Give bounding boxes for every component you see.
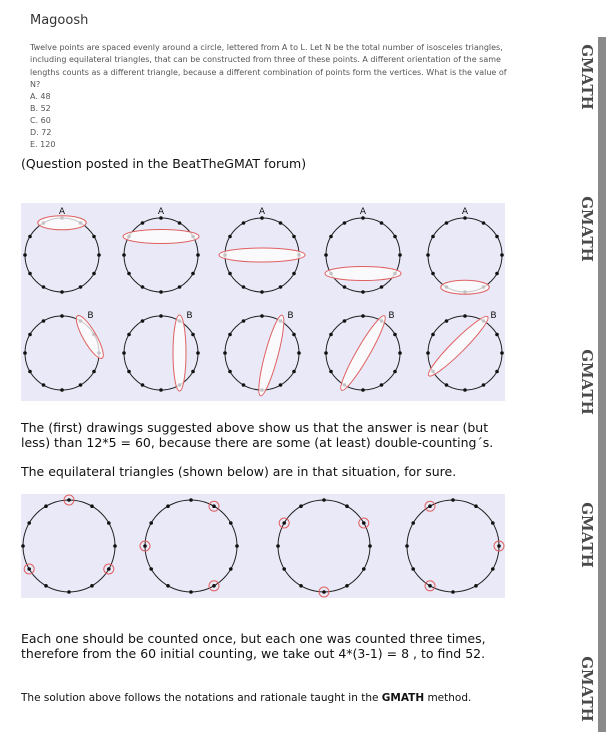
point-dot xyxy=(28,370,32,374)
point-dot xyxy=(44,504,48,508)
footer-prefix: The solution above follows the notations and rationale taught in the xyxy=(21,692,382,704)
vertex-label-B-1: B xyxy=(87,310,94,321)
vertex-label-B-3: B xyxy=(287,310,294,321)
point-dot xyxy=(362,521,366,525)
highlight-ellipse xyxy=(219,248,305,262)
point-dot xyxy=(282,567,286,571)
point-dot xyxy=(495,370,499,374)
point-dot xyxy=(398,351,402,355)
point-dot xyxy=(431,272,435,276)
point-dot xyxy=(90,504,94,508)
point-dot xyxy=(28,272,32,276)
choice-e: E. 120 xyxy=(30,140,56,149)
point-dot xyxy=(292,370,296,374)
choice-d: D. 72 xyxy=(30,128,52,137)
point-dot xyxy=(79,285,83,289)
point-dot xyxy=(191,370,195,374)
circle-bottom-5 xyxy=(428,316,502,390)
point-dot xyxy=(276,544,280,548)
point-dot xyxy=(242,285,246,289)
point-dot xyxy=(297,351,301,355)
highlight-ellipse xyxy=(336,313,390,394)
question-text: Twelve points are spaced evenly around a circle, lettered from A to L. Let N be the total number of isosceles triangles, including equilateral triangles, that can be constructed from three of these points. A different orientation of the same lengths counts as a different triangle, because a different combination of points form the vertices. What is the value of N? xyxy=(30,43,507,89)
point-dot xyxy=(329,333,333,337)
point-dot xyxy=(431,333,435,337)
equilateral-diagram xyxy=(21,494,505,598)
point-dot xyxy=(159,314,163,318)
point-dot xyxy=(189,590,193,594)
point-dot xyxy=(299,504,303,508)
point-dot xyxy=(329,235,333,239)
point-dot xyxy=(292,235,296,239)
point-dot xyxy=(21,544,25,548)
point-dot xyxy=(474,584,478,588)
point-dot xyxy=(463,388,467,392)
vertex-label-A-5: A xyxy=(461,207,469,217)
point-dot xyxy=(260,314,264,318)
point-dot xyxy=(228,370,232,374)
point-dot xyxy=(279,383,283,387)
brand-title: Magoosh xyxy=(30,13,89,28)
point-dot xyxy=(228,333,232,337)
point-dot xyxy=(97,253,101,257)
point-dot xyxy=(368,544,372,548)
point-dot xyxy=(474,504,478,508)
point-dot xyxy=(445,319,449,323)
isosceles-diagram xyxy=(21,203,505,401)
point-dot xyxy=(428,504,432,508)
vertex-label-A-3: A xyxy=(258,207,266,217)
point-dot xyxy=(60,290,64,294)
point-dot xyxy=(28,235,32,239)
vertex-label-A-4: A xyxy=(359,207,367,217)
point-dot xyxy=(122,253,126,257)
point-dot xyxy=(141,383,145,387)
point-dot xyxy=(411,567,415,571)
point-dot xyxy=(166,504,170,508)
point-dot xyxy=(122,351,126,355)
point-dot xyxy=(242,221,246,225)
highlight-ellipse xyxy=(325,267,401,281)
point-dot xyxy=(324,351,328,355)
point-dot xyxy=(411,521,415,525)
point-dot xyxy=(497,544,501,548)
explanation-paragraph-1: The (first) drawings suggested above show us that the answer is near (but less) than 12*5 = 60, because there are some (at least) double-counting´s. xyxy=(21,420,494,450)
circle-eq-3 xyxy=(278,500,370,592)
point-dot xyxy=(79,383,83,387)
circle-eq-4 xyxy=(407,500,499,592)
point-dot xyxy=(445,221,449,225)
point-dot xyxy=(42,383,46,387)
isosceles-figure xyxy=(21,203,505,401)
point-dot xyxy=(405,544,409,548)
source-note: (Question posted in the BeatTheGMAT forum) xyxy=(21,156,307,171)
point-dot xyxy=(191,333,195,337)
highlight-ellipse xyxy=(38,216,86,230)
point-dot xyxy=(143,544,147,548)
explanation-paragraph-3: Each one should be counted once, but each one was counted three times, therefore from the 60 initial counting, we take out 4*(3-1) = 8 , to find 52. xyxy=(21,631,486,661)
point-dot xyxy=(67,498,71,502)
highlight-ellipse xyxy=(424,312,492,380)
point-dot xyxy=(178,285,182,289)
gmath-watermark-4: GMATH xyxy=(578,502,596,568)
point-dot xyxy=(260,290,264,294)
point-dot xyxy=(451,498,455,502)
point-dot xyxy=(495,235,499,239)
point-dot xyxy=(196,351,200,355)
footer-brand: GMATH xyxy=(381,692,425,704)
point-dot xyxy=(292,272,296,276)
point-dot xyxy=(393,333,397,337)
point-dot xyxy=(343,221,347,225)
point-dot xyxy=(212,504,216,508)
point-dot xyxy=(451,590,455,594)
point-dot xyxy=(235,544,239,548)
point-dot xyxy=(445,383,449,387)
choice-b: B. 52 xyxy=(30,104,51,113)
point-dot xyxy=(393,370,397,374)
point-dot xyxy=(44,584,48,588)
point-dot xyxy=(196,253,200,257)
gmath-watermark-5: GMATH xyxy=(578,656,596,722)
point-dot xyxy=(178,221,182,225)
point-dot xyxy=(428,584,432,588)
point-dot xyxy=(92,235,96,239)
point-dot xyxy=(380,221,384,225)
explanation-paragraph-2: The equilateral triangles (shown below) are in that situation, for sure. xyxy=(21,464,457,479)
answer-choices xyxy=(30,91,55,151)
point-dot xyxy=(23,351,27,355)
point-dot xyxy=(393,235,397,239)
gmath-watermark-2: GMATH xyxy=(578,196,596,262)
point-dot xyxy=(67,590,71,594)
footer-note xyxy=(21,692,471,704)
point-dot xyxy=(189,498,193,502)
point-dot xyxy=(431,235,435,239)
highlight-ellipse xyxy=(123,230,199,244)
point-dot xyxy=(361,314,365,318)
point-dot xyxy=(299,584,303,588)
point-dot xyxy=(113,544,117,548)
point-dot xyxy=(279,285,283,289)
gmath-watermark-strip xyxy=(572,37,606,732)
point-dot xyxy=(426,253,430,257)
vertex-label-A-1: A xyxy=(58,207,66,217)
point-dot xyxy=(127,272,131,276)
point-dot xyxy=(107,567,111,571)
point-dot xyxy=(380,285,384,289)
gmath-watermark-3: GMATH xyxy=(578,349,596,415)
point-dot xyxy=(141,221,145,225)
gmath-watermark-1: GMATH xyxy=(578,44,596,110)
point-dot xyxy=(495,333,499,337)
point-dot xyxy=(27,567,31,571)
sidebar-bar xyxy=(598,37,606,732)
point-dot xyxy=(159,388,163,392)
point-dot xyxy=(242,383,246,387)
circle-bottom-2 xyxy=(124,316,198,390)
point-dot xyxy=(279,221,283,225)
highlight-ellipse xyxy=(441,280,489,294)
choice-a: A. 48 xyxy=(30,92,51,101)
point-dot xyxy=(282,521,286,525)
point-dot xyxy=(463,314,467,318)
point-dot xyxy=(482,221,486,225)
point-dot xyxy=(361,388,365,392)
point-dot xyxy=(141,319,145,323)
point-dot xyxy=(380,383,384,387)
point-dot xyxy=(398,253,402,257)
point-dot xyxy=(92,272,96,276)
point-dot xyxy=(149,521,153,525)
point-dot xyxy=(482,383,486,387)
point-dot xyxy=(426,351,430,355)
point-dot xyxy=(329,370,333,374)
point-dot xyxy=(42,285,46,289)
point-dot xyxy=(92,370,96,374)
point-dot xyxy=(242,319,246,323)
point-dot xyxy=(149,567,153,571)
point-dot xyxy=(42,319,46,323)
vertex-label-B-5: B xyxy=(490,310,497,321)
point-dot xyxy=(23,253,27,257)
point-dot xyxy=(292,333,296,337)
point-dot xyxy=(159,290,163,294)
point-dot xyxy=(322,590,326,594)
point-dot xyxy=(191,272,195,276)
point-dot xyxy=(90,584,94,588)
point-dot xyxy=(212,584,216,588)
point-dot xyxy=(228,235,232,239)
point-dot xyxy=(322,498,326,502)
vertex-label-B-2: B xyxy=(186,310,193,321)
point-dot xyxy=(228,272,232,276)
point-dot xyxy=(141,285,145,289)
point-dot xyxy=(28,333,32,337)
footer-suffix: method. xyxy=(424,692,472,704)
point-dot xyxy=(166,584,170,588)
point-dot xyxy=(343,319,347,323)
point-dot xyxy=(60,388,64,392)
point-dot xyxy=(361,290,365,294)
point-dot xyxy=(229,567,233,571)
point-dot xyxy=(223,351,227,355)
point-dot xyxy=(343,285,347,289)
point-dot xyxy=(500,253,504,257)
choice-c: C. 60 xyxy=(30,116,51,125)
equilateral-figure xyxy=(21,494,505,598)
point-dot xyxy=(500,351,504,355)
point-dot xyxy=(107,521,111,525)
point-dot xyxy=(491,567,495,571)
point-dot xyxy=(27,521,31,525)
vertex-label-A-2: A xyxy=(157,207,165,217)
highlight-ellipse xyxy=(254,314,288,398)
point-dot xyxy=(345,584,349,588)
point-dot xyxy=(127,333,131,337)
point-dot xyxy=(324,253,328,257)
circle-eq-2 xyxy=(145,500,237,592)
point-dot xyxy=(495,272,499,276)
point-dot xyxy=(127,370,131,374)
point-dot xyxy=(362,567,366,571)
point-dot xyxy=(345,504,349,508)
vertex-label-B-4: B xyxy=(388,310,395,321)
point-dot xyxy=(229,521,233,525)
point-dot xyxy=(491,521,495,525)
circle-eq-1 xyxy=(23,500,115,592)
point-dot xyxy=(60,314,64,318)
highlight-ellipse xyxy=(173,315,186,391)
